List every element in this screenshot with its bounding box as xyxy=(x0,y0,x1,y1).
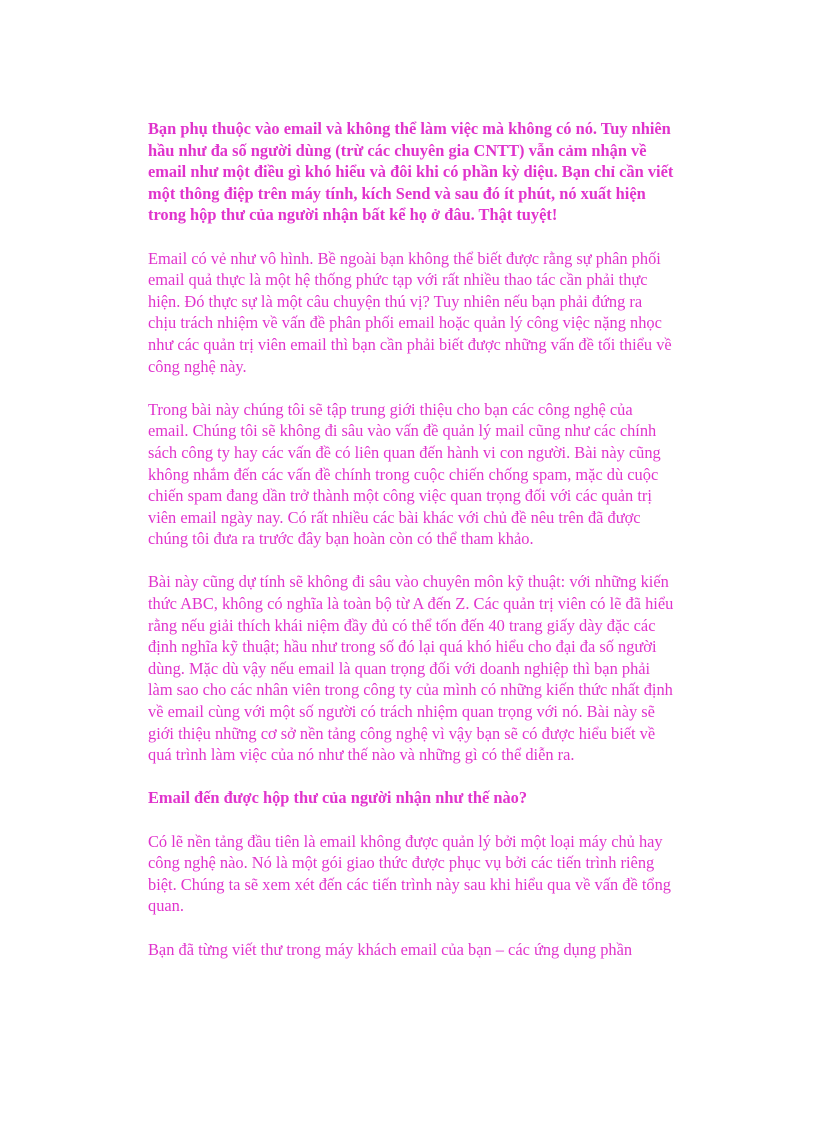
body-paragraph: Trong bài này chúng tôi sẽ tập trung giới thiệu cho bạn các công nghệ của email. Chúng tôi sẽ không đi sâu vào vấn đề quản lý mail cũng như các chính sách công ty hay các vấn đề có liên quan đến hành vi con người. Bài này cũng không nhắm đến các vấn đề chính trong cuộc chiến chống spam, mặc dù cuộc chiến spam đang dần trở thành một công việc quan trọng đối với các quản trị viên email ngày nay. Có rất nhiều các bài khác với chủ đề nêu trên đã được chúng tôi đưa ra trước đây bạn hoàn còn có thể tham khảo. xyxy=(148,399,661,549)
body-paragraph: Email có vẻ như vô hình. Bề ngoài bạn không thể biết được rằng sự phân phối email quả thực là một hệ thống phức tạp với rất nhiều thao tác cần phải thực hiện. Đó thực sự là một câu chuyện thú vị? Tuy nhiên nếu bạn phải đứng ra chịu trách nhiệm về vấn đề phân phối email hoặc quản lý công việc nặng nhọc như các quản trị viên email thì bạn cần phải biết được những vấn đề tối thiểu về công nghệ này. xyxy=(148,248,672,376)
document-page xyxy=(148,118,674,982)
body-paragraph: Bài này cũng dự tính sẽ không đi sâu vào chuyên môn kỹ thuật: với những kiến thức ABC, không có nghĩa là toàn bộ từ A đến Z. Các quản trị viên có lẽ đã hiểu rằng nếu giải thích khái niệm đầy đủ có thể tốn đến 40 trang giấy dày đặc các định nghĩa kỹ thuật; hầu như trong số đó lại quá khó hiểu cho đại đa số người dùng. Mặc dù vậy nếu email là quan trọng đối với doanh nghiệp thì bạn phải làm sao cho các nhân viên trong công ty của mình có những kiến thức nhất định về email cùng với một số người có trách nhiệm quan trọng với nó. Bài này sẽ giới thiệu những cơ sở nền tảng công nghệ vì vậy bạn sẽ có được hiểu biết về quá trình làm việc của nó như thế nào và những gì có thể diễn ra. xyxy=(148,572,674,765)
intro-paragraph: Bạn phụ thuộc vào email và không thể làm việc mà không có nó. Tuy nhiên hầu như đa số người dùng (trừ các chuyên gia CNTT) vẫn cảm nhận về email như một điều gì khó hiểu và đôi khi có phần kỳ diệu. Bạn chỉ cần viết một thông điệp trên máy tính, kích Send và sau đó ít phút, nó xuất hiện trong hộp thư của người nhận bất kể họ ở đâu. Thật tuyệt! xyxy=(148,119,674,225)
body-paragraph: Có lẽ nền tảng đầu tiên là email không được quản lý bởi một loại máy chủ hay công nghệ nào. Nó là một gói giao thức được phục vụ bởi các tiến trình riêng biệt. Chúng ta sẽ xem xét đến các tiến trình này sau khi hiểu qua về vấn đề tổng quan. xyxy=(148,831,671,916)
section-heading: Email đến được hộp thư của người nhận như thế nào? xyxy=(148,788,528,808)
body-paragraph: Bạn đã từng viết thư trong máy khách email của bạn – các ứng dụng phần xyxy=(148,939,633,959)
